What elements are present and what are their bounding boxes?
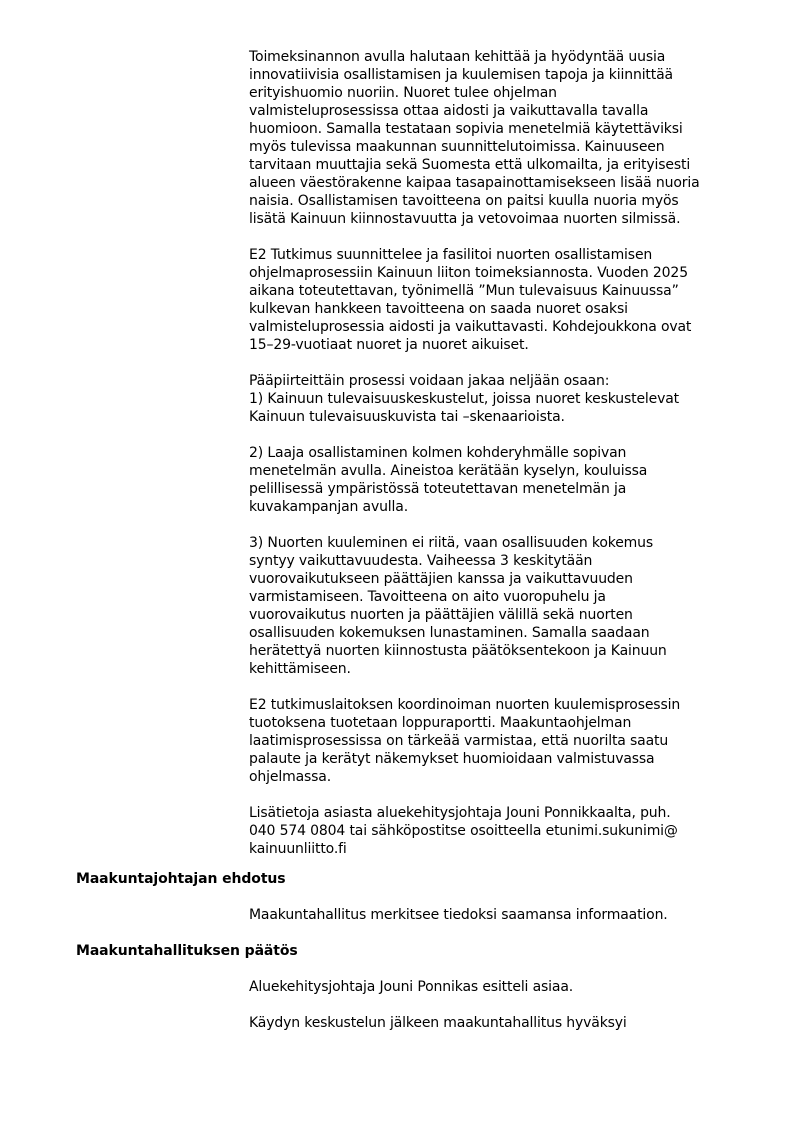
text-line: valmisteluprosessissa ottaa aidosti ja vaikuttavalla tavalla (249, 103, 649, 119)
text-line: palaute ja kerätyt näkemykset huomioidaan valmistuvassa (249, 751, 655, 767)
text-line: menetelmän avulla. Aineistoa kerätään kyselyn, kouluissa (249, 463, 648, 479)
text-line: kainuunliitto.fi (249, 841, 347, 857)
text-line: erityishuomio nuoriin. Nuoret tulee ohjelman (249, 85, 557, 101)
text-line: 040 574 0804 tai sähköpostitse osoitteella etunimi.sukunimi@ (249, 823, 678, 839)
text-line: vuorovaikutus nuorten ja päättäjien välillä sekä nuorten (249, 607, 633, 623)
text-line: kuvakampanjan avulla. (249, 499, 409, 515)
text-line: huomioon. Samalla testataan sopivia menetelmiä käytettäviksi (249, 121, 683, 137)
decision-text-outcome: Käydyn keskustelun jälkeen maakuntahallitus hyväksyi (249, 1015, 627, 1031)
paragraph (249, 804, 739, 858)
text-line: myös tulevissa maakunnan suunnittelutoimissa. Kainuuseen (249, 139, 665, 155)
text-line: laatimisprosessissa on tärkeää varmistaa, että nuorilta saatu (249, 733, 669, 749)
text-line: syntyy vaikuttavuudesta. Vaiheessa 3 keskitytään (249, 553, 593, 569)
paragraph (249, 246, 739, 354)
text-line: 3) Nuorten kuuleminen ei riitä, vaan osallisuuden kokemus (249, 535, 654, 551)
paragraph (249, 372, 739, 426)
text-line: tuotoksena tuotetaan loppuraportti. Maakuntaohjelman (249, 715, 632, 731)
heading-maakuntajohtajan-ehdotus: Maakuntajohtajan ehdotus (76, 871, 286, 887)
proposal-text-block (249, 906, 739, 924)
text-line: E2 tutkimuslaitoksen koordinoiman nuorten kuulemisprosessin (249, 697, 681, 713)
text-line: E2 Tutkimus suunnittelee ja fasilitoi nuorten osallistamisen (249, 247, 653, 263)
text-line: herätettyä nuorten kiinnostusta päätöksentekoon ja Kainuun (249, 643, 667, 659)
text-line: ohjelmaprosessiin Kainuun liiton toimeksiannosta. Vuoden 2025 (249, 265, 688, 281)
text-line: 1) Kainuun tulevaisuuskeskustelut, joissa nuoret keskustelevat (249, 391, 680, 407)
text-line: ohjelmassa. (249, 769, 332, 785)
proposal-text: Maakuntahallitus merkitsee tiedoksi saamansa informaation. (249, 907, 668, 923)
main-body-text (249, 48, 739, 876)
text-line: osallisuuden kokemuksen lunastaminen. Samalla saadaan (249, 625, 650, 641)
text-line: lisätä Kainuun kiinnostavuutta ja vetovoimaa nuorten silmissä. (249, 211, 681, 227)
text-line: Pääpiirteittäin prosessi voidaan jakaa neljään osaan: (249, 373, 610, 389)
text-line: aikana toteutettavan, työnimellä ”Mun tulevaisuus Kainuussa” (249, 283, 679, 299)
text-line: tarvitaan muuttajia sekä Suomesta että ulkomailta, ja erityisesti (249, 157, 691, 173)
text-line: naisia. Osallistamisen tavoitteena on paitsi kuulla nuoria myös (249, 193, 679, 209)
text-line: Toimeksinannon avulla halutaan kehittää ja hyödyntää uusia (249, 49, 666, 65)
text-line: Lisätietoja asiasta aluekehitysjohtaja Jouni Ponnikkaalta, puh. (249, 805, 671, 821)
heading-maakuntahallituksen-paatos: Maakuntahallituksen päätös (76, 943, 298, 959)
text-line: 15–29-vuotiaat nuoret ja nuoret aikuiset. (249, 337, 529, 353)
text-line: valmisteluprosessia aidosti ja vaikuttavasti. Kohdejoukkona ovat (249, 319, 692, 335)
text-line: 2) Laaja osallistaminen kolmen kohderyhmälle sopivan (249, 445, 627, 461)
text-line: varmistamiseen. Tavoitteena on aito vuoropuhelu ja (249, 589, 606, 605)
text-line: kehittämiseen. (249, 661, 351, 677)
decision-text-block (249, 978, 739, 1032)
text-line: Kainuun tulevaisuuskuvista tai –skenaarioista. (249, 409, 565, 425)
text-line: kulkevan hankkeen tavoitteena on saada nuoret osaksi (249, 301, 628, 317)
text-line: pelillisessä ympäristössä toteutettavan menetelmän ja (249, 481, 627, 497)
decision-text-presenter: Aluekehitysjohtaja Jouni Ponnikas esitteli asiaa. (249, 979, 574, 995)
paragraph (249, 48, 739, 228)
text-line: alueen väestörakenne kaipaa tasapainottamisekseen lisää nuoria (249, 175, 700, 191)
paragraph (249, 696, 739, 786)
paragraph (249, 444, 739, 516)
text-line: vuorovaikutukseen päättäjien kanssa ja vaikuttavuuden (249, 571, 633, 587)
text-line: innovatiivisia osallistamisen ja kuulemisen tapoja ja kiinnittää (249, 67, 673, 83)
paragraph (249, 534, 739, 678)
